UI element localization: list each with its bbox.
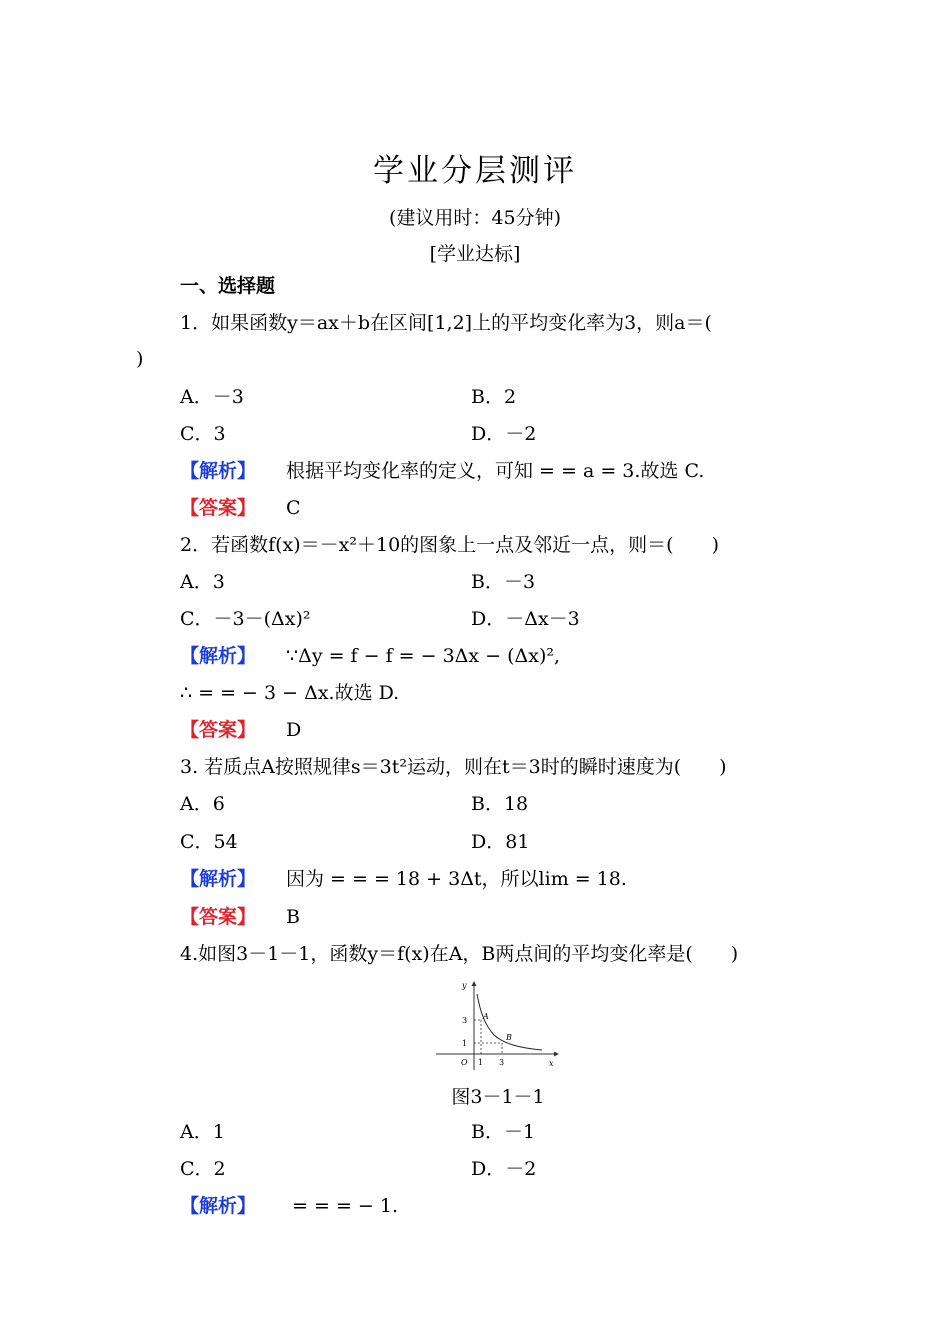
y-axis-arrow xyxy=(472,981,477,986)
page-title: 学业分层测评 xyxy=(373,153,577,189)
q3-analysis: 因为 = = = 18 + 3Δt，所以lim = 18. xyxy=(286,868,627,890)
q1-option-c: C．3 xyxy=(180,423,226,445)
figure-caption: 图3－1－1 xyxy=(451,1086,545,1108)
q1-answer-row xyxy=(180,495,301,521)
y-axis-label: y xyxy=(462,981,467,990)
q2-answer: D xyxy=(286,719,302,741)
x-axis-label: x xyxy=(549,1059,554,1068)
q3-answer-row xyxy=(180,904,300,930)
q3-analysis-row xyxy=(180,866,627,892)
q3-option-a: A．6 xyxy=(180,793,225,815)
x-axis-arrow xyxy=(554,1052,559,1057)
q2-analysis-cont: ∴ = = − 3 − Δx.故选 D. xyxy=(180,682,400,704)
q3-option-c: C．54 xyxy=(180,831,238,853)
q1-option-a: A．－3 xyxy=(180,386,244,408)
q2-option-b: B．－3 xyxy=(471,571,536,593)
analysis-tag: 【解析】 xyxy=(180,645,257,667)
answer-tag: 【答案】 xyxy=(180,497,257,519)
q2-analysis: ∵Δy = f − f = − 3Δx − (Δx)², xyxy=(286,645,561,667)
analysis-tag: 【解析】 xyxy=(180,868,257,890)
q4-analysis: = = = − 1. xyxy=(286,1195,399,1217)
time-hint: (建议用时：45分钟) xyxy=(388,207,561,229)
q3-option-d: D．81 xyxy=(471,831,530,853)
q2-option-d: D．－Δx－3 xyxy=(471,608,580,630)
q4-option-a: A．1 xyxy=(180,1121,225,1143)
q2-answer-row xyxy=(180,717,301,743)
analysis-tag: 【解析】 xyxy=(180,1195,257,1217)
q2-option-c: C．－3－(Δx)² xyxy=(180,608,311,630)
origin-label: O xyxy=(461,1058,468,1067)
q3-answer: B xyxy=(286,906,300,928)
q4-option-d: D．－2 xyxy=(471,1158,537,1180)
q2-option-a: A．3 xyxy=(180,571,225,593)
q1-option-b: B．2 xyxy=(471,386,517,408)
x-tick-3: 3 xyxy=(499,1058,505,1067)
q3-stem: 3. 若质点A按照规律s＝3t²运动，则在t＝3时的瞬时速度为( ) xyxy=(180,756,727,778)
q2-analysis-row xyxy=(180,643,560,669)
q1-option-d: D．－2 xyxy=(471,423,537,445)
q4-option-c: C．2 xyxy=(180,1158,226,1180)
point-a-label: A xyxy=(483,1012,489,1021)
answer-tag: 【答案】 xyxy=(180,906,257,928)
point-b-label: B xyxy=(506,1033,512,1042)
y-tick-3: 3 xyxy=(462,1016,468,1025)
q1-stem-cont: ) xyxy=(136,348,144,370)
q1-analysis: 根据平均变化率的定义，可知 = = a = 3.故选 C. xyxy=(286,460,705,482)
q4-analysis-row xyxy=(180,1193,398,1219)
q3-option-b: B．18 xyxy=(471,793,529,815)
analysis-tag: 【解析】 xyxy=(180,460,257,482)
q1-answer: C xyxy=(286,497,301,519)
q2-stem: 2．若函数f(x)＝－x²＋10的图象上一点及邻近一点，则＝( ) xyxy=(180,534,719,556)
section-tag: [学业达标] xyxy=(429,243,521,265)
q1-stem: 1．如果函数y＝ax＋b在区间[1,2]上的平均变化率为3，则a＝( xyxy=(180,312,712,334)
function-graph xyxy=(432,980,560,1072)
q1-analysis-row xyxy=(180,458,704,484)
q4-stem: 4.如图3－1－1，函数y＝f(x)在A，B两点间的平均变化率是( ) xyxy=(180,943,739,965)
q4-option-b: B．－1 xyxy=(471,1121,536,1143)
y-tick-1: 1 xyxy=(462,1039,468,1048)
x-tick-1: 1 xyxy=(478,1058,484,1067)
section-heading: 一、选择题 xyxy=(180,275,276,297)
answer-tag: 【答案】 xyxy=(180,719,257,741)
